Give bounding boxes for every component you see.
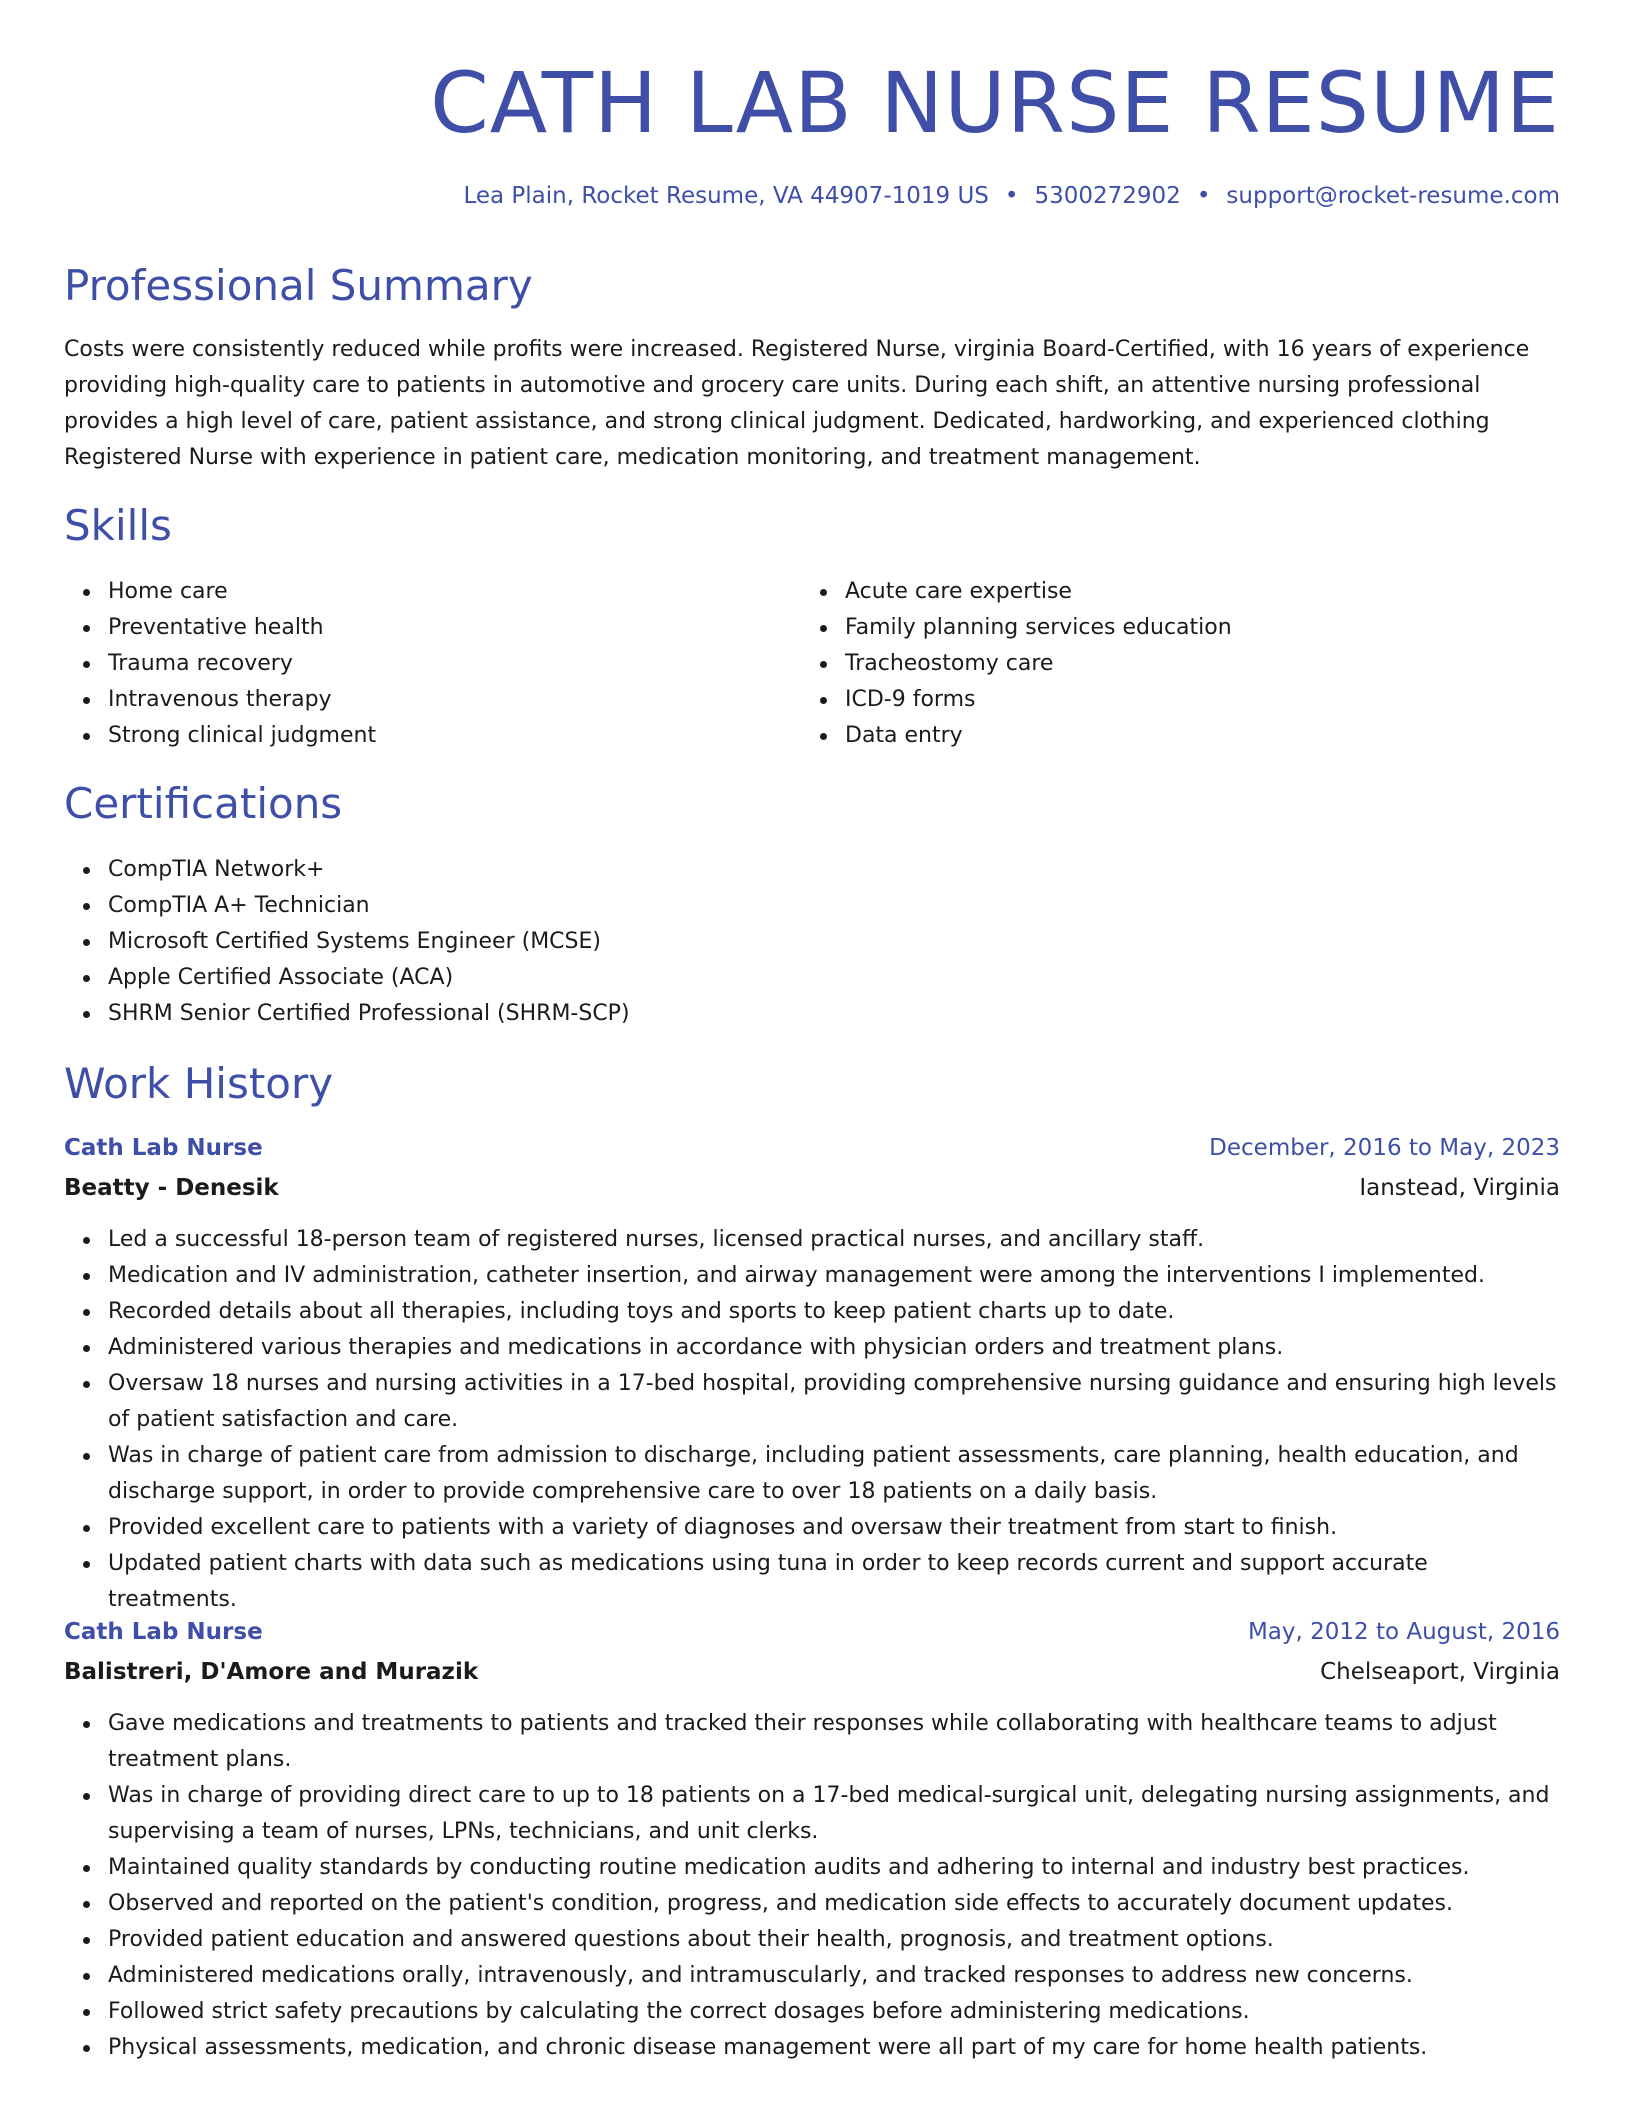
summary-heading: Professional Summary — [64, 261, 533, 310]
skill-item: Preventative health — [108, 610, 798, 646]
work-history-heading: Work History — [64, 1059, 334, 1108]
contact-phone: 5300272902 — [1034, 183, 1181, 209]
job-bullet: Medication and IV administration, catheter insertion, and airway management were among the interventions I implemented. — [108, 1258, 1560, 1294]
job-bullets — [64, 1222, 1560, 1618]
skill-item: Tracheostomy care — [845, 646, 1560, 682]
job-bullet: Provided patient education and answered questions about their health, prognosis, and treatment options. — [108, 1922, 1560, 1958]
certification-item: CompTIA A+ Technician — [108, 888, 1560, 924]
skill-item: Data entry — [845, 718, 1560, 754]
job-bullet: Followed strict safety precautions by calculating the correct dosages before administering medications. — [108, 1994, 1560, 2030]
job-bullets — [64, 1706, 1560, 2066]
job-location: Ianstead, Virginia — [1359, 1175, 1560, 1201]
job-bullet: Physical assessments, medication, and chronic disease management were all part of my care for home health patients. — [108, 2030, 1560, 2066]
job-dates: December, 2016 to May, 2023 — [1209, 1135, 1560, 1161]
job-bullet: Recorded details about all therapies, including toys and sports to keep patient charts up to date. — [108, 1294, 1560, 1330]
certifications-heading: Certifications — [64, 779, 343, 828]
summary-text: Costs were consistently reduced while profits were increased. Registered Nurse, virginia Board-Certified, with 16 years of experience providing high-quality care to patients in automotive and grocery care units. During each shift, an attentive nursing professional provides a high level of care, patient assistance, and strong clinical judgment. Dedicated, hardworking, and experienced clothing Registered Nurse with experience in patient care, medication monitoring, and treatment management. — [64, 337, 1530, 470]
job-bullet: Was in charge of patient care from admission to discharge, including patient assessments, care planning, health education, and discharge support, in order to provide comprehensive care to over 18 patients on a daily basis. — [108, 1438, 1560, 1510]
skill-item: Acute care expertise — [845, 574, 1560, 610]
contact-line — [463, 178, 1560, 214]
skills-list-right — [801, 574, 1560, 754]
job-company: Balistreri, D'Amore and Murazik — [64, 1659, 479, 1685]
certification-item: Microsoft Certified Systems Engineer (MCSE) — [108, 924, 1560, 960]
skill-item: Home care — [108, 574, 798, 610]
skill-item: ICD-9 forms — [845, 682, 1560, 718]
job-bullet: Provided excellent care to patients with a variety of diagnoses and oversaw their treatment from start to finish. — [108, 1510, 1560, 1546]
contact-email: support@rocket-resume.com — [1226, 183, 1560, 209]
contact-separator: • — [1196, 183, 1211, 209]
job-dates: May, 2012 to August, 2016 — [1247, 1619, 1560, 1645]
job-title: Cath Lab Nurse — [64, 1135, 263, 1161]
skills-heading: Skills — [64, 501, 172, 550]
job-location: Chelseaport, Virginia — [1320, 1659, 1560, 1685]
skill-item: Intravenous therapy — [108, 682, 798, 718]
job-title: Cath Lab Nurse — [64, 1619, 263, 1645]
job-bullet: Oversaw 18 nurses and nursing activities in a 17-bed hospital, providing comprehensive nursing guidance and ensuring high levels of patient satisfaction and care. — [108, 1366, 1560, 1438]
job-company: Beatty - Denesik — [64, 1175, 279, 1201]
job-bullet: Administered medications orally, intravenously, and intramuscularly, and tracked responses to address new concerns. — [108, 1958, 1560, 1994]
job-bullet: Was in charge of providing direct care to up to 18 patients on a 17-bed medical-surgical unit, delegating nursing assignments, and supervising a team of nurses, LPNs, technicians, and unit clerks. — [108, 1778, 1560, 1850]
job-bullet: Observed and reported on the patient's condition, progress, and medication side effects to accurately document updates. — [108, 1886, 1560, 1922]
certification-item: SHRM Senior Certified Professional (SHRM-SCP) — [108, 996, 1560, 1032]
contact-address: Lea Plain, Rocket Resume, VA 44907-1019 US — [463, 183, 989, 209]
job-bullet: Administered various therapies and medications in accordance with physician orders and treatment plans. — [108, 1330, 1560, 1366]
job-bullet: Maintained quality standards by conducting routine medication audits and adhering to internal and industry best practices. — [108, 1850, 1560, 1886]
skill-item: Strong clinical judgment — [108, 718, 798, 754]
resume-title: CATH LAB NURSE RESUME — [430, 54, 1560, 152]
contact-separator: • — [1004, 183, 1019, 209]
job-bullet: Led a successful 18-person team of registered nurses, licensed practical nurses, and ancillary staff. — [108, 1222, 1560, 1258]
certifications-list — [64, 852, 1560, 1032]
skills-list-left — [64, 574, 798, 754]
skill-item: Family planning services education — [845, 610, 1560, 646]
certification-item: CompTIA Network+ — [108, 852, 1560, 888]
certification-item: Apple Certified Associate (ACA) — [108, 960, 1560, 996]
job-bullet: Gave medications and treatments to patients and tracked their responses while collaborating with healthcare teams to adjust treatment plans. — [108, 1706, 1560, 1778]
job-bullet: Updated patient charts with data such as medications using tuna in order to keep records current and support accurate treatments. — [108, 1546, 1560, 1618]
skill-item: Trauma recovery — [108, 646, 798, 682]
